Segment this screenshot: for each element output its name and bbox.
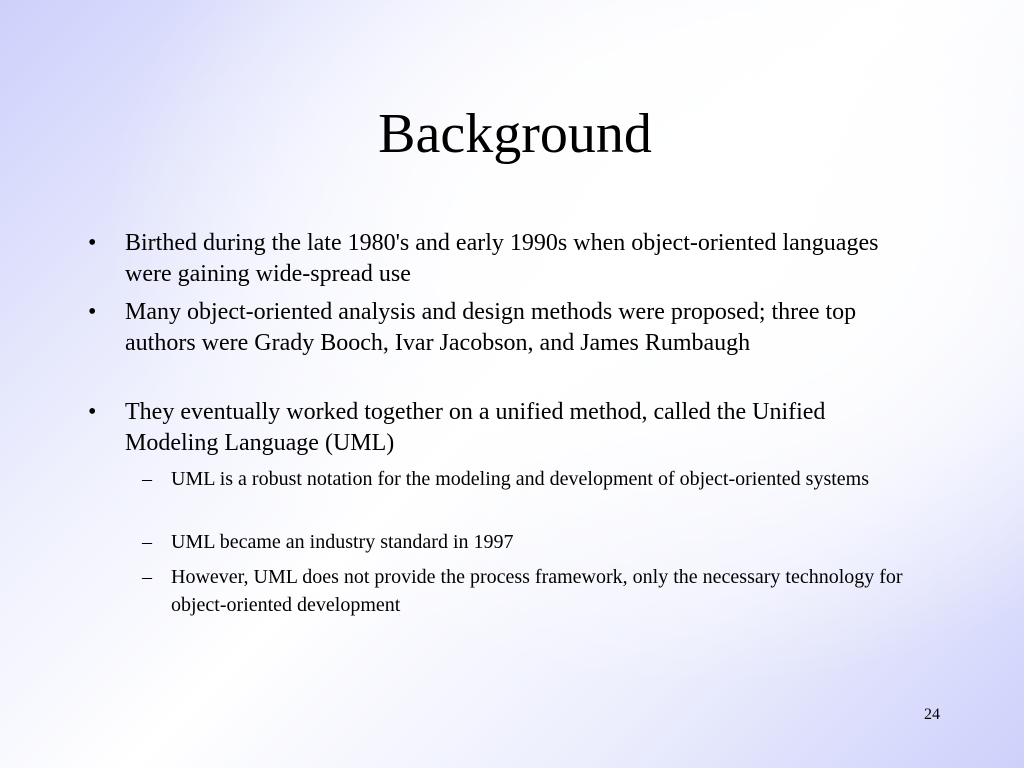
slide-title: Background	[378, 103, 652, 165]
sub-bullet-marker: –	[142, 531, 152, 553]
bullet-marker: •	[88, 299, 97, 325]
bullet-item-3	[88, 397, 918, 458]
sub-bullet-item-3	[142, 564, 912, 619]
page-number: 24	[924, 706, 940, 723]
bullet-text: Many object-oriented analysis and design methods were proposed; three top authors were Grady Booch, Ivar Jacobson, and James Rumbaugh	[125, 299, 857, 356]
sub-bullet-text: UML became an industry standard in 1997	[171, 531, 514, 553]
sub-bullet-marker: –	[142, 468, 152, 490]
sub-bullet-text: UML is a robust notation for the modeling and development of object-oriented systems	[171, 468, 869, 490]
bullet-text: They eventually worked together on a unified method, called the Unified Modeling Language (UML)	[125, 399, 826, 456]
sub-bullet-text: However, UML does not provide the process framework, only the necessary technology for object-oriented development	[171, 566, 903, 616]
sub-bullet-item-2	[142, 529, 912, 557]
sub-bullet-marker: –	[142, 566, 152, 588]
bullet-item-1	[88, 228, 918, 289]
bullet-text: Birthed during the late 1980's and early 1990s when object-oriented languages were gaining wide-spread use	[125, 230, 879, 287]
bullet-marker: •	[88, 230, 97, 256]
bullet-item-2	[88, 297, 918, 358]
bullet-marker: •	[88, 399, 97, 425]
sub-bullet-item-1	[142, 466, 912, 494]
